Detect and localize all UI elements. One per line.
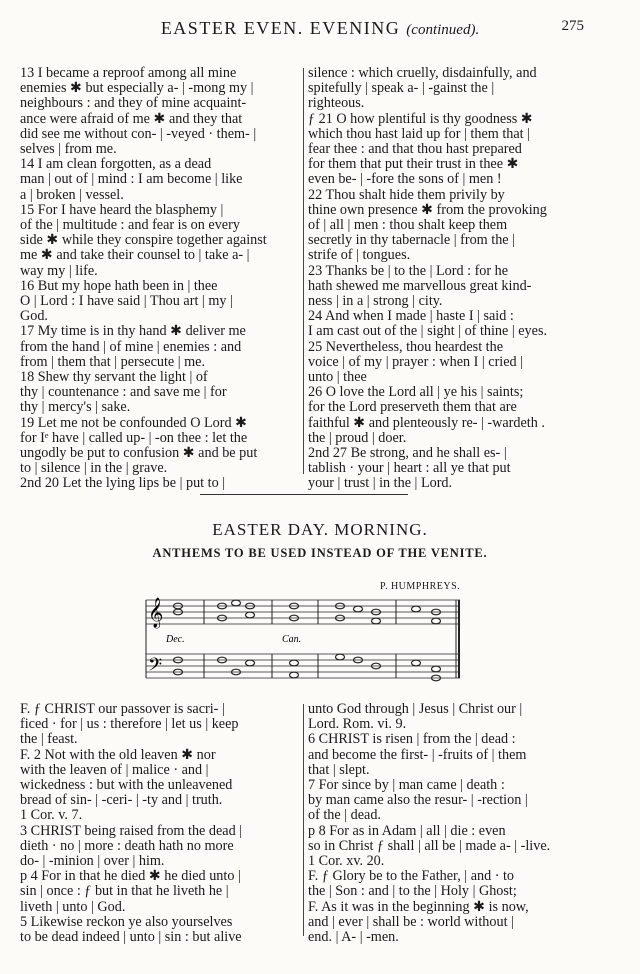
text-line: secretly in thy tabernacle | from the | — [308, 232, 515, 249]
text-line: to | silence | in the | grave. — [20, 460, 168, 477]
text-line: ficed · for | us : therefore | let us | keep — [20, 716, 239, 733]
chant-score — [144, 594, 464, 694]
anthem-column-right — [308, 702, 608, 945]
music-label-dec: Dec. — [166, 634, 185, 645]
text-line: F. 2 Not with the old leaven ✱ nor — [20, 746, 216, 763]
text-line: to be dead indeed | unto | sin : but alive — [20, 929, 242, 946]
text-line: 22 Thou shalt hide them privily by — [308, 186, 505, 203]
text-line: thy | countenance : and save me | for — [20, 384, 227, 401]
treble-staff — [146, 600, 460, 624]
text-line: for the Lord preserveth them that are — [308, 399, 517, 416]
running-title — [0, 18, 640, 39]
text-line: enemies ✱ but especially a- | -mong my | — [20, 80, 254, 97]
text-line: F. ƒ CHRIST our passover is sacri- | — [20, 701, 225, 717]
text-line: wickedness : but with the unleavened — [20, 777, 233, 794]
text-line: from | them that | persecute | me. — [20, 353, 206, 370]
music-label-can: Can. — [282, 634, 302, 645]
psalm-column-right — [308, 66, 608, 492]
text-line: thine own presence ✱ from the provoking — [308, 201, 547, 218]
text-line: unto God through | Jesus | Christ our | — [308, 701, 523, 717]
text-line: for them that put their trust in thee ✱ — [308, 156, 519, 173]
text-line: hath shewed me marvellous great kind- — [308, 277, 532, 294]
text-line: man | out of | mind : I am become | like — [20, 171, 243, 188]
running-title-main: EASTER EVEN. EVENING — [160, 18, 401, 38]
composer-credit: P. HUMPHREYS. — [380, 581, 461, 592]
text-line: righteous. — [308, 95, 365, 112]
text-line: 3 CHRIST being raised from the dead | — [20, 822, 243, 839]
text-line: Lord. Rom. vi. 9. — [308, 716, 407, 733]
text-line: of the | dead. — [308, 807, 381, 824]
text-line: spitefully | speak a- | -gainst the | — [308, 80, 495, 97]
text-line: of the | multitude : and fear is on every — [20, 217, 240, 234]
text-line: the | proud | doer. — [308, 429, 407, 446]
text-line: 7 For since by | man came | death : — [308, 777, 505, 794]
text-line: 18 Shew thy servant the light | of — [20, 369, 208, 386]
text-line: side ✱ while they conspire together against — [20, 232, 267, 249]
section-divider — [200, 494, 408, 495]
text-line: by man came also the resur- | -rection | — [308, 792, 528, 809]
bass-clef-icon: 𝄢 — [148, 655, 163, 680]
text-line: faithful ✱ and plenteously re- | -wardeth . — [308, 414, 545, 431]
text-line: God. — [20, 308, 48, 325]
text-line: the | Son : and | to the | Holy | Ghost; — [308, 883, 517, 900]
bass-notes — [174, 654, 441, 681]
text-line: 1 Cor. xv. 20. — [308, 853, 385, 870]
psalm-column-left — [20, 66, 298, 492]
text-line: 14 I am clean forgotten, as a dead — [20, 156, 212, 173]
text-line: ungodly be put to confusion ✱ and be put — [20, 445, 258, 462]
text-line: for Iᵉ have | called up- | -on thee : let the — [20, 429, 248, 446]
text-line: even be- | -fore the sons of | men ! — [308, 171, 502, 188]
text-line: 17 My time is in thy hand ✱ deliver me — [20, 323, 246, 340]
text-line: thy | mercy's | sake. — [20, 399, 131, 416]
text-line: the | feast. — [20, 731, 78, 748]
text-line: 16 But my hope hath been in | thee — [20, 277, 218, 294]
section-subtitle: ANTHEMS TO BE USED INSTEAD OF THE VENITE. — [152, 546, 488, 560]
section-title: EASTER DAY. MORNING. — [212, 520, 428, 539]
text-line: from the hand | of mine | enemies : and — [20, 338, 242, 355]
text-line: ƒ 21 O how plentiful is thy goodness ✱ — [308, 110, 533, 127]
text-line: 19 Let me not be confounded O Lord ✱ — [20, 414, 248, 431]
text-line: 23 Thanks be | to the | Lord : for he — [308, 262, 509, 279]
text-line: and | ever | shall be : world without | — [308, 913, 514, 930]
text-line: sin | once : ƒ but in that he liveth he | — [20, 883, 229, 900]
page-number: 275 — [561, 18, 584, 34]
text-line: 24 And when I made | haste I | said : — [308, 308, 514, 325]
text-line: unto | thee — [308, 369, 367, 386]
text-line: end. | A- | -men. — [308, 929, 399, 946]
text-line: I am cast out of the | sight | of thine | eyes. — [308, 323, 548, 340]
text-line: so in Christ ƒ shall | all be | made a- | -live. — [308, 837, 551, 854]
text-line: bread of sin- | -ceri- | -ty and | truth. — [20, 792, 223, 809]
text-line: with the leaven of | malice · and | — [20, 761, 209, 778]
text-line: F. As it was in the beginning ✱ is now, — [308, 898, 529, 915]
text-line: tablish · your | heart : all ye that put — [308, 460, 511, 477]
column-divider-top — [303, 68, 304, 474]
bass-staff — [146, 654, 460, 678]
text-line: your | trust | in the | Lord. — [308, 475, 453, 492]
text-line: silence : which cruelly, disdainfully, and — [308, 65, 537, 81]
text-line: selves | from me. — [20, 141, 117, 158]
text-line: 15 For I have heard the blasphemy | — [20, 201, 224, 218]
text-line: O | Lord : I have said | Thou art | my | — [20, 293, 233, 310]
text-line: 13 I became a reproof among all mine — [20, 65, 237, 81]
page-header — [0, 18, 640, 46]
text-line: and become the first- | -fruits of | them — [308, 746, 527, 763]
text-line: do- | -minion | over | him. — [20, 853, 165, 870]
treble-clef-icon: 𝄞 — [148, 598, 164, 628]
text-line: liveth | unto | God. — [20, 898, 126, 915]
text-line: 2nd 20 Let the lying lips be | put to | — [20, 475, 226, 492]
text-line: p 8 For as in Adam | all | die : even — [308, 822, 506, 839]
text-line: 1 Cor. v. 7. — [20, 807, 83, 824]
text-line: did see me without con- | -veyed · them- | — [20, 125, 257, 142]
text-line: a | broken | vessel. — [20, 186, 124, 203]
column-divider-bottom — [303, 704, 304, 936]
text-line: 2nd 27 Be strong, and he shall es- | — [308, 445, 507, 462]
text-line: voice | of my | prayer : when I | cried | — [308, 353, 524, 370]
text-line: ness | in a | strong | city. — [308, 293, 443, 310]
anthem-column-left — [20, 702, 298, 945]
text-line: fear thee : and that thou hast prepared — [308, 141, 522, 158]
text-line: 26 O love the Lord all | ye his | saints; — [308, 384, 524, 401]
text-line: dieth · no | more : death hath no more — [20, 837, 234, 854]
text-line: neighbours : and they of mine acquaint- — [20, 95, 247, 112]
text-line: of | all | men : thou shalt keep them — [308, 217, 508, 234]
text-line: way my | life. — [20, 262, 98, 279]
text-line: that | slept. — [308, 761, 370, 778]
text-line: 6 CHRIST is risen | from the | dead : — [308, 731, 516, 748]
text-line: p 4 For in that he died ✱ he died unto | — [20, 868, 241, 885]
text-line: me ✱ and take their counsel to | take a- | — [20, 247, 250, 264]
running-title-continued: (continued). — [406, 22, 480, 38]
text-line: 25 Nevertheless, thou heardest the — [308, 338, 504, 355]
text-line: which thou hast laid up for | them that | — [308, 125, 530, 142]
text-line: ance were afraid of me ✱ and they that — [20, 110, 243, 127]
text-line: 5 Likewise reckon ye also yourselves — [20, 913, 233, 930]
text-line: F. ƒ Glory be to the Father, | and · to — [308, 868, 515, 885]
text-line: strife of | tongues. — [308, 247, 411, 264]
